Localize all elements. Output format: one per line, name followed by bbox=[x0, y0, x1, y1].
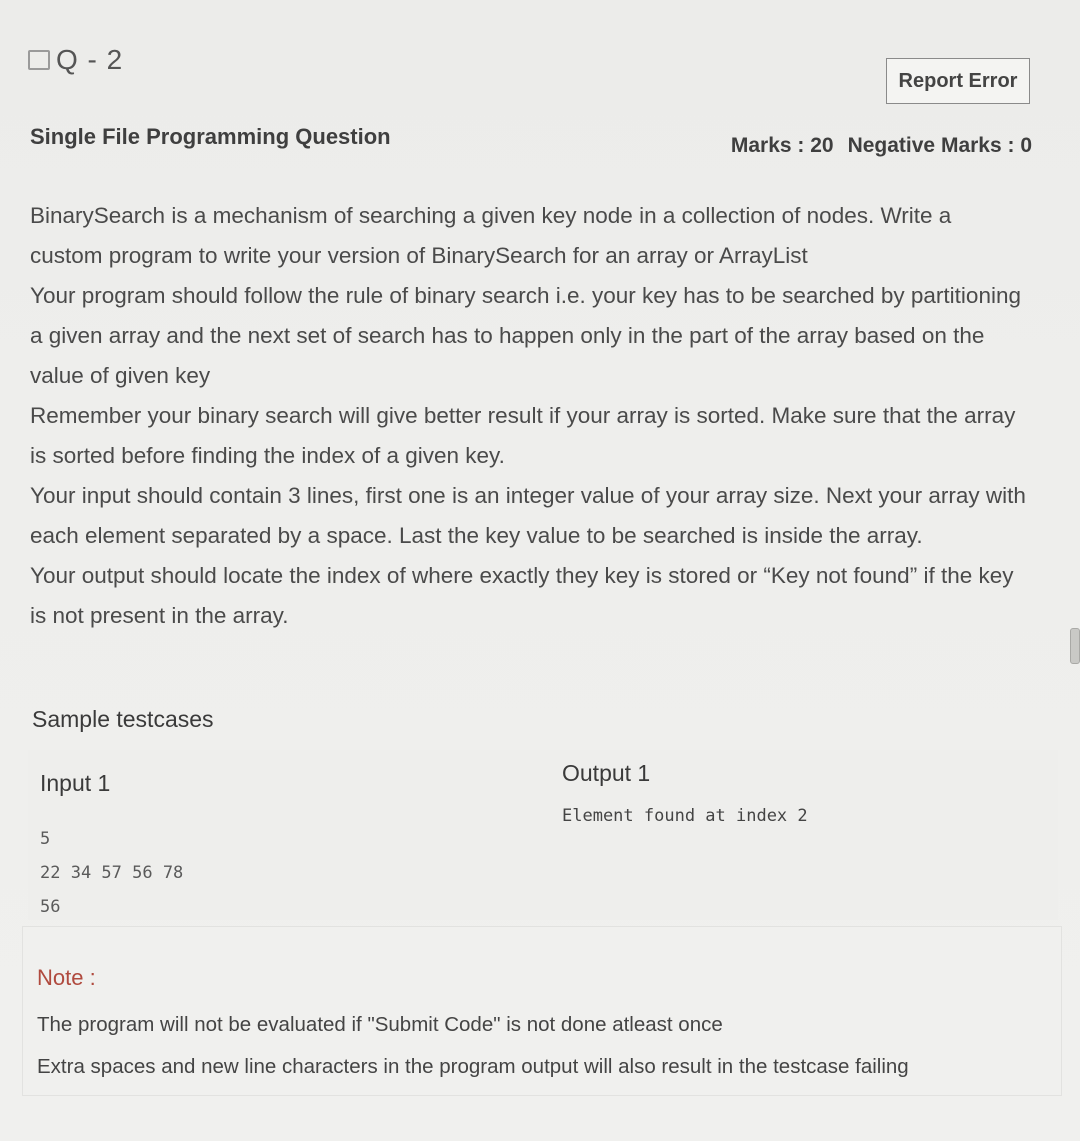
input-line: 56 bbox=[40, 897, 61, 917]
note-line: Extra spaces and new line characters in the program output will also result in the testcase failing bbox=[37, 1055, 909, 1078]
note-panel bbox=[22, 926, 1062, 1096]
output-line: Element found at index 2 bbox=[562, 806, 808, 826]
question-number: Q - 2 bbox=[56, 44, 124, 75]
note-line: The program will not be evaluated if "Submit Code" is not done atleast once bbox=[37, 1013, 723, 1036]
marks-label: Marks : 20 bbox=[730, 134, 834, 157]
input-line: 22 34 57 56 78 bbox=[40, 863, 184, 883]
output-title: Output 1 bbox=[562, 760, 651, 786]
report-error-button[interactable]: Report Error bbox=[886, 58, 1030, 104]
sample-testcases-heading: Sample testcases bbox=[32, 706, 214, 732]
input-title: Input 1 bbox=[40, 770, 111, 796]
description-paragraph: Remember your binary search will give better result if your array is sorted. Make sure that the array is sorted before finding the index of a given key. bbox=[30, 403, 1016, 468]
scrollbar-handle[interactable] bbox=[1070, 628, 1080, 664]
problem-description bbox=[30, 196, 1030, 636]
negative-marks-label: Negative Marks : 0 bbox=[847, 134, 1032, 157]
input-line: 5 bbox=[40, 829, 51, 849]
bookmark-checkbox-icon[interactable] bbox=[28, 50, 50, 70]
description-paragraph: Your output should locate the index of where exactly they key is stored or “Key not found” if the key is not present in the array. bbox=[30, 563, 1014, 628]
testcase-panel bbox=[28, 750, 1058, 920]
marks-info bbox=[731, 134, 1032, 158]
question-header bbox=[28, 44, 123, 76]
description-paragraph: Your input should contain 3 lines, first one is an integer value of your array size. Next your array with each element separated by a space. Last the key value to be searched is inside the array. bbox=[30, 483, 1026, 548]
input-block bbox=[40, 822, 183, 924]
note-title: Note : bbox=[37, 965, 96, 990]
description-paragraph: BinarySearch is a mechanism of searching a given key node in a collection of nodes. Write a custom program to write your version of BinarySearch for an array or ArrayList bbox=[30, 203, 952, 268]
output-block bbox=[562, 806, 808, 826]
question-type: Single File Programming Question bbox=[30, 124, 391, 149]
description-paragraph: Your program should follow the rule of binary search i.e. your key has to be searched by partitioning a given array and the next set of search has to happen only in the part of the array based on the value of given key bbox=[30, 283, 1021, 388]
